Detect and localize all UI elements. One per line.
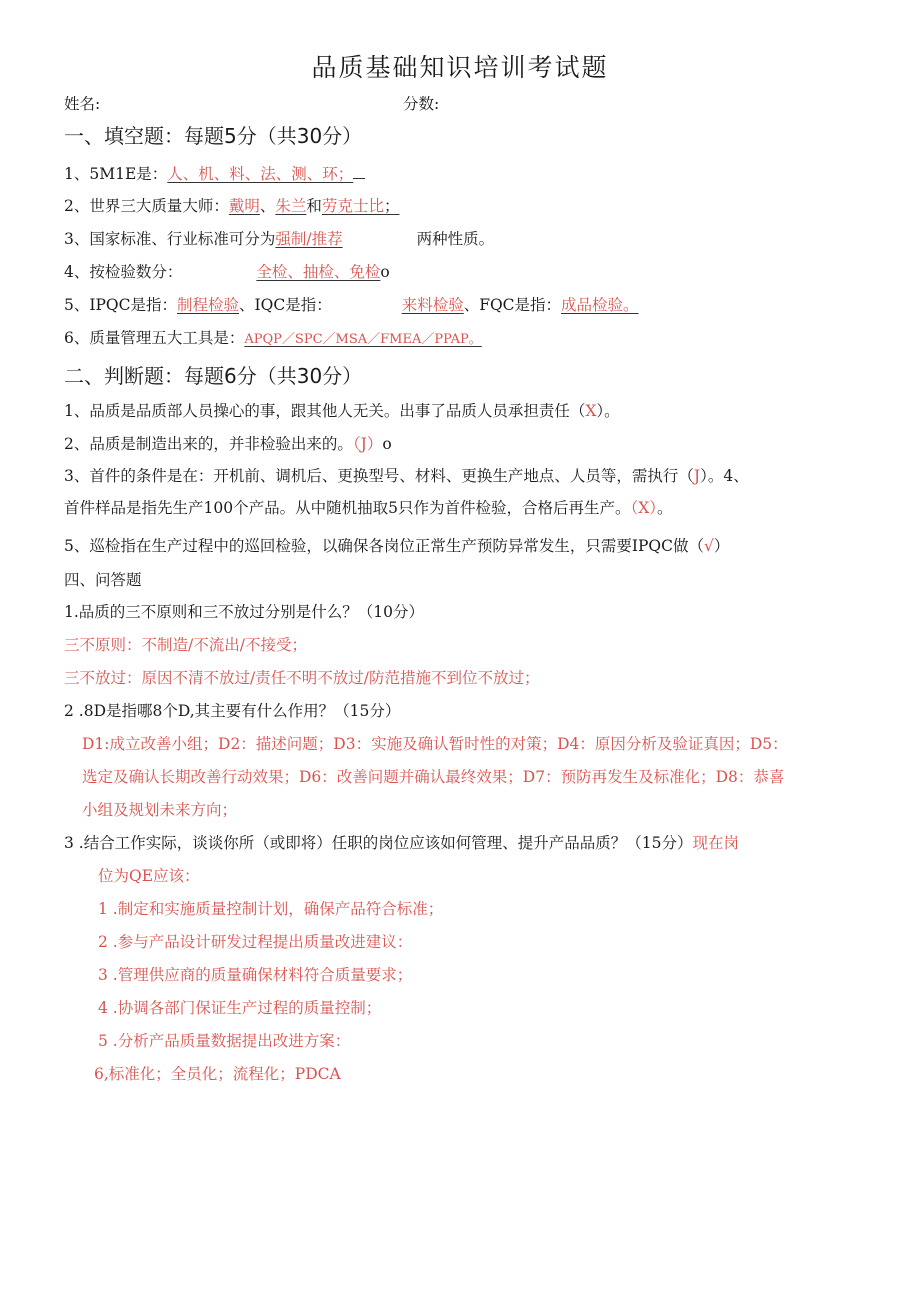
fill-question-3	[64, 228, 494, 250]
question-suffix: o	[380, 263, 390, 281]
score-field	[403, 93, 439, 115]
name-field	[64, 93, 100, 115]
answer-end: ；	[383, 197, 400, 215]
answer-text: 人、机、料、法、测、环；	[167, 165, 354, 183]
fill-question-5	[64, 294, 639, 316]
judge-question-5	[64, 535, 729, 557]
answer-text: 全检、抽检、免检	[256, 263, 381, 281]
answer-mark: X	[585, 402, 597, 420]
question-text: 5、巡检指在生产过程中的巡回检验，以确保各岗位正常生产预防异常发生，只需要IPQC做（	[64, 537, 704, 555]
judge-question-4	[64, 497, 673, 519]
name-label: 姓名:	[64, 95, 101, 113]
question-text: 、IQC是指：	[239, 296, 332, 314]
essay-answer-2b: 选定及确认长期改善行动效果；D6：改善问题并确认最终效果；D7：预防再发生及标准化；D8：恭喜	[82, 768, 785, 786]
question-end: ）。	[596, 402, 620, 420]
essay-question-2: 2 .8D是指哪8个D,其主要有什么作用？（15分）	[64, 702, 401, 720]
answer-text: APQP／SPC／MSA／FMEA／PPAP。	[244, 332, 482, 347]
question-text: 1、5M1E是：	[64, 165, 168, 183]
section1-heading: 一、填空题：每题5分（共30分）	[64, 124, 363, 148]
answer-text: 强制/推荐	[275, 230, 343, 248]
fill-question-4	[64, 261, 390, 283]
answer-text: 现在岗	[692, 834, 739, 852]
question-text: 首件样品是指先生产100个产品。从中随机抽取5只作为首件检验，合格后再生产。	[64, 499, 631, 517]
answer-mark: （X）	[630, 499, 657, 517]
answer-blank	[353, 162, 365, 179]
essay-answer-3-item: 5 .分析产品质量数据提出改进方案：	[98, 1032, 351, 1050]
essay-answer-3-item: 6,标准化；全员化；流程化；PDCA	[94, 1065, 341, 1083]
answer-text: 来料检验	[401, 296, 464, 314]
essay-answer-2c: 小组及规划未来方向；	[82, 801, 238, 819]
answer-text: 戴明	[228, 197, 260, 215]
question-end: ）	[713, 537, 730, 555]
essay-answer-1b: 三不放过：原因不清不放过/责任不明不放过/防范措施不到位不放过；	[64, 669, 540, 687]
answer-text: 成品检验。	[561, 296, 639, 314]
answer-text: 朱兰	[275, 197, 307, 215]
question-end: o	[382, 435, 392, 453]
question-text: 3、国家标准、行业标准可分为	[64, 230, 276, 248]
question-text: 2、品质是制造出来的，并非检验出来的。	[64, 435, 353, 453]
answer-mark: √	[703, 537, 714, 555]
answer-mark: J	[693, 467, 701, 485]
essay-answer-3-item: 2 .参与产品设计研发过程提出质量改进建议：	[98, 933, 413, 951]
score-label: 分数:	[403, 95, 440, 113]
separator: 、	[259, 197, 276, 215]
question-end: ）。4、	[700, 467, 749, 485]
question-suffix: 两种性质。	[416, 230, 495, 248]
question-text: 5、IPQC是指：	[64, 296, 177, 314]
answer-text: 制程检验	[176, 296, 239, 314]
answer-mark: （J）	[352, 435, 383, 453]
essay-question-1: 1.品质的三不原则和三不放过分别是什么？（10分）	[64, 603, 425, 621]
section2-heading: 二、判断题：每题6分（共30分）	[64, 364, 363, 388]
question-text: 、FQC是指：	[463, 296, 562, 314]
answer-text: 劳克士比	[321, 197, 384, 215]
essay-question-3	[64, 832, 739, 854]
essay-answer-1a: 三不原则：不制造/不流出/不接受；	[64, 636, 307, 654]
page-title: 品质基础知识培训考试题	[311, 53, 609, 82]
question-text: 2、世界三大质量大师：	[64, 197, 229, 215]
essay-answer-3-item: 1 .制定和实施质量控制计划，确保产品符合标准；	[98, 900, 444, 918]
essay-answer-2a: D1:成立改善小组；D2：描述问题；D3：实施及确认暂时性的对策；D4：原因分析及验证真因；D5：	[82, 735, 788, 753]
question-text: 6、质量管理五大工具是：	[64, 329, 245, 347]
question-text: 3 .结合工作实际，谈谈你所（或即将）任职的岗位应该如何管理、提升产品品质？（15分）	[64, 834, 693, 852]
separator: 和	[306, 197, 322, 215]
question-text: 1、品质是品质部人员操心的事，跟其他人无关。出事了品质人员承担责任（	[64, 402, 586, 420]
essay-answer-3-item: 3 .管理供应商的质量确保材料符合质量要求；	[98, 966, 413, 984]
question-text: 4、按检验数分：	[64, 263, 183, 281]
essay-answer-3-item: 4 .协调各部门保证生产过程的质量控制；	[98, 999, 382, 1017]
judge-question-1	[64, 400, 620, 422]
question-end: 。	[657, 499, 673, 517]
question-text: 3、首件的条件是在：开机前、调机后、更换型号、材料、更换生产地点、人员等，需执行（	[64, 467, 694, 485]
fill-question-1	[64, 162, 365, 185]
fill-question-6	[64, 327, 482, 351]
fill-question-2	[64, 195, 399, 217]
essay-answer-3-intro: 位为QE应该：	[98, 867, 200, 885]
section4-heading: 四、问答题	[64, 571, 142, 589]
judge-question-3	[64, 465, 749, 487]
judge-question-2	[64, 433, 392, 455]
